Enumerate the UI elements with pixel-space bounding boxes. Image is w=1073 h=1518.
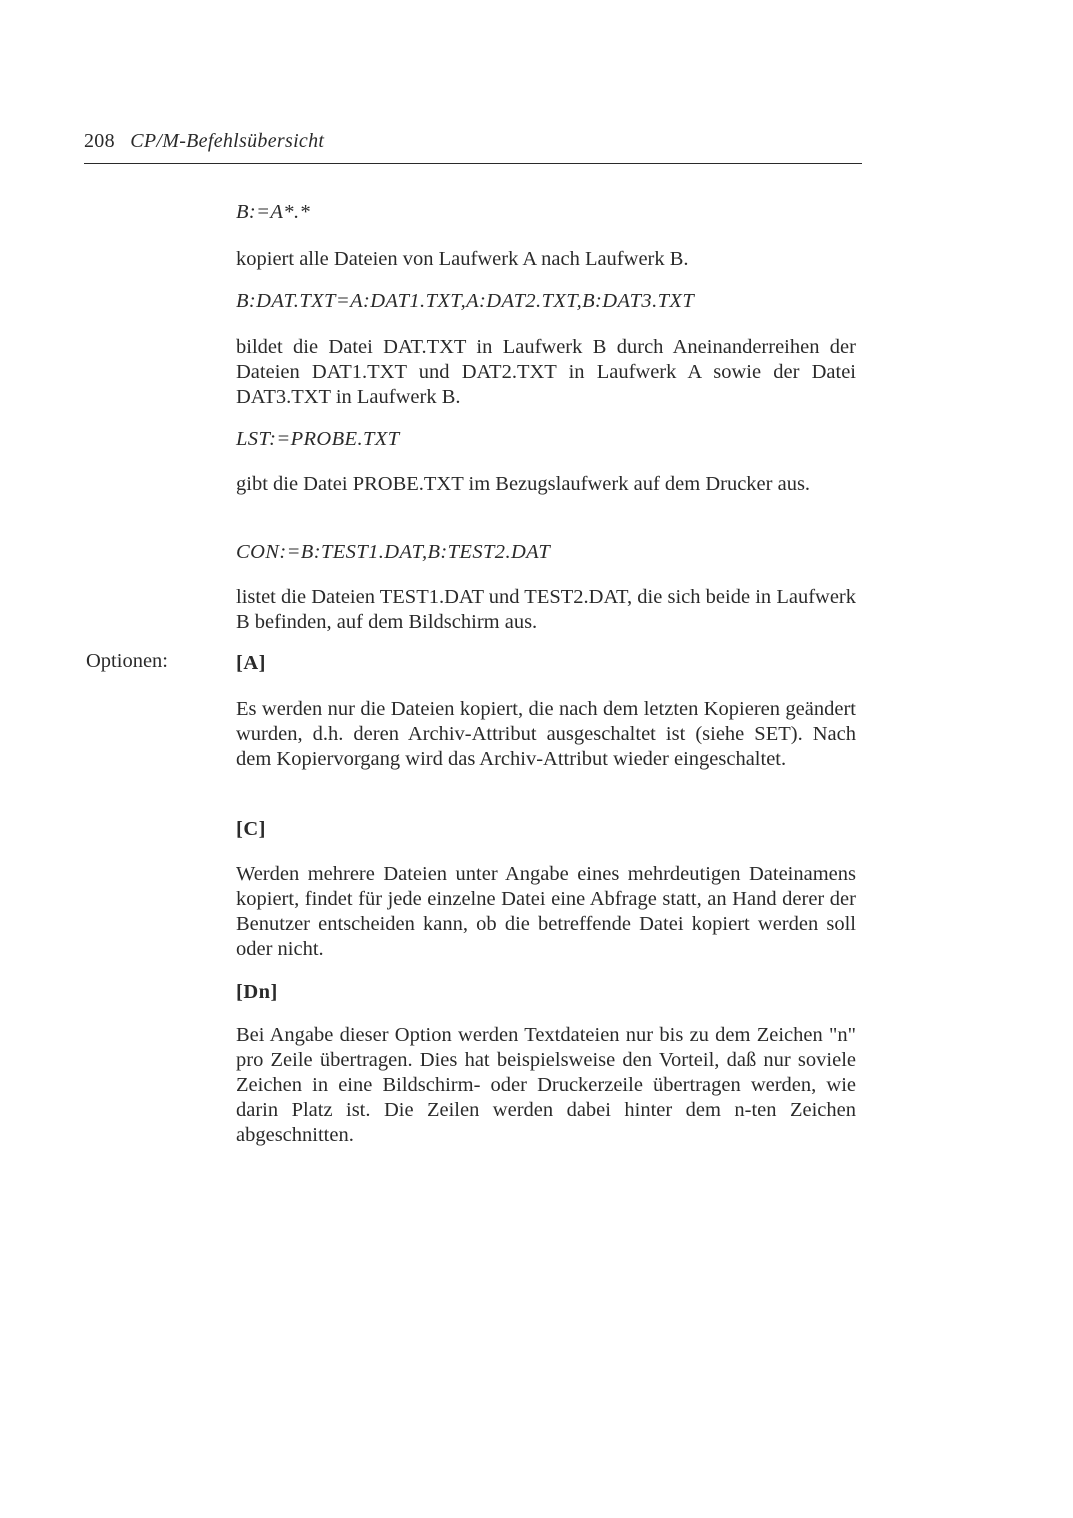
options-label: Optionen: — [86, 650, 168, 672]
example-2-description-block — [236, 335, 856, 410]
example-command: B:DAT.TXT=A:DAT1.TXT,A:DAT2.TXT,B:DAT3.TXT — [236, 290, 695, 312]
example-command: CON:=B:TEST1.DAT,B:TEST2.DAT — [236, 541, 551, 563]
example-3 — [236, 427, 856, 452]
page-header — [84, 130, 324, 153]
option-description: Bei Angabe dieser Option werden Textdateien nur bis zu dem Zeichen "n" pro Zeile übertragen. Dies hat beispielsweise den Vorteil, daß nur soviele Zeichen in eine Bildschirm- oder Druckerzeile übertragen werden, wie darin Platz ist. Die Zeilen werden dabei hinter dem n-ten Zeichen abgeschnitten. — [236, 1024, 856, 1146]
example-1 — [236, 200, 856, 225]
example-4-description-block — [236, 585, 856, 635]
header-rule — [84, 163, 862, 164]
option-description: Werden mehrere Dateien unter Angabe eines mehrdeutigen Dateinamens kopiert, findet für jede einzelne Datei eine Abfrage statt, an Hand derer der Benutzer entscheiden kann, ob die betreffende Datei kopiert werden soll oder nicht. — [236, 863, 856, 960]
example-command: B:=A*.* — [236, 201, 311, 223]
example-command: LST:=PROBE.TXT — [236, 428, 400, 450]
example-description: kopiert alle Dateien von Laufwerk A nach Laufwerk B. — [236, 248, 689, 270]
example-4 — [236, 540, 856, 565]
option-a-description-block — [236, 697, 856, 772]
option-name: [A] — [236, 652, 266, 674]
option-description: Es werden nur die Dateien kopiert, die nach dem letzten Kopieren geändert wurden, d.h. deren Archiv-Attribut ausgeschaltet ist (siehe SET). Nach dem Kopiervorgang wird das Archiv-Attribut wieder eingeschaltet. — [236, 698, 856, 770]
example-description: bildet die Datei DAT.TXT in Laufwerk B durch Aneinanderreihen der Dateien DAT1.TXT und DAT2.TXT in Laufwerk A sowie der Datei DAT3.TXT in Laufwerk B. — [236, 336, 856, 408]
example-1-description-block — [236, 247, 856, 272]
example-description: gibt die Datei PROBE.TXT im Bezugslaufwerk auf dem Drucker aus. — [236, 473, 811, 495]
option-c-description-block — [236, 862, 856, 962]
page-number: 208 — [84, 130, 115, 152]
option-dn-description-block — [236, 1023, 856, 1148]
option-c — [236, 817, 856, 842]
option-dn — [236, 980, 856, 1005]
option-a — [236, 651, 856, 676]
example-2 — [236, 289, 856, 314]
example-3-description-block — [236, 472, 856, 497]
example-description: listet die Dateien TEST1.DAT und TEST2.DAT, die sich beide in Laufwerk B befinden, auf dem Bildschirm aus. — [236, 586, 856, 633]
section-title: CP/M-Befehlsübersicht — [130, 130, 325, 152]
option-name: [C] — [236, 818, 266, 840]
option-name: [Dn] — [236, 981, 278, 1003]
